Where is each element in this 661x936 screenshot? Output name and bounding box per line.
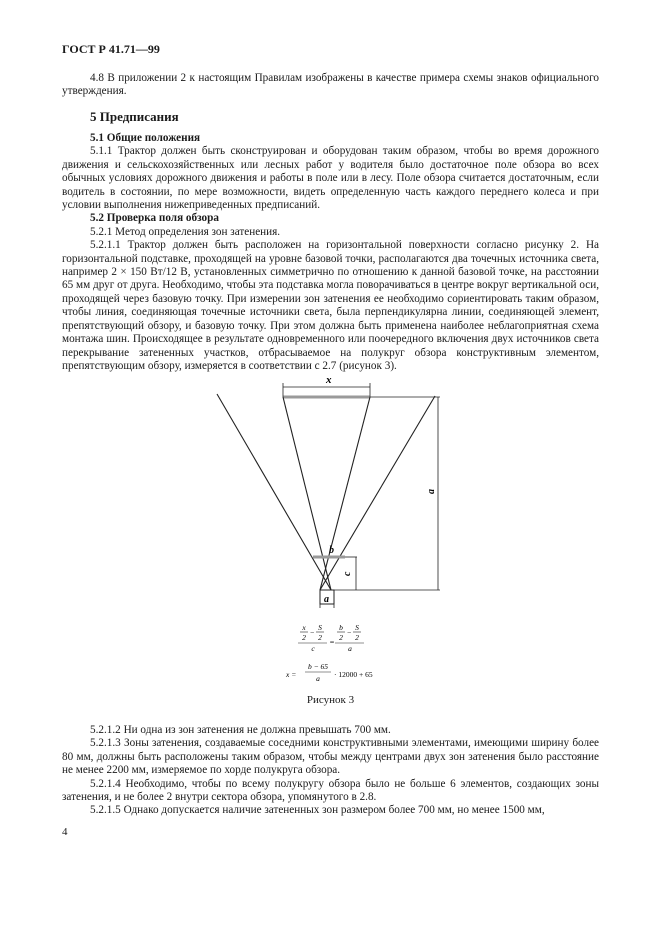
ray-inner-right: [320, 397, 370, 590]
paragraph-5-2-1: 5.2.1 Метод определения зон затенения.: [90, 225, 281, 238]
figure-caption: Рисунок 3: [306, 694, 355, 706]
ray-outer-left: [217, 394, 331, 590]
label-b: b: [329, 545, 334, 556]
paragraph-5-2-1-3: 5.2.1.3 Зоны затенения, создаваемые соседними конструктивными элементами, имеющими ширину более 80 мм, должны быть расположены таким образом, чтобы между центрами двух зон затенения было расстояние не менее 2200 мм, измеряемое по хорде полукруга обзора.: [62, 737, 599, 777]
svg-text:x =: x =: [286, 670, 297, 679]
svg-text:=: =: [329, 638, 335, 647]
formula-x: [285, 662, 373, 683]
svg-text:2: 2: [339, 633, 343, 642]
paragraph-4-8: 4.8 В приложении 2 к настоящим Правилам изображены в качестве примера схемы знаков официального утверждения.: [62, 72, 599, 98]
page-number: 4: [62, 826, 68, 838]
svg-text:2: 2: [318, 633, 322, 642]
svg-text:a: a: [316, 674, 320, 683]
subsection-5-1-title: 5.1 Общие положения: [90, 132, 201, 144]
svg-text:S: S: [318, 623, 322, 632]
svg-text:a: a: [348, 644, 352, 653]
subsection-5-2-title: 5.2 Проверка поля обзора: [90, 212, 219, 225]
paragraph-5-2-1-2: 5.2.1.2 Ни одна из зон затенения не должна превышать 700 мм.: [90, 724, 391, 736]
ray-outer-right: [320, 396, 435, 590]
paragraph-5-1-1: 5.1.1 Трактор должен быть сконструирован и оборудован таким образом, чтобы во время дорожного движения и сельскохозяйственных или лесных работ у водителя было достаточное поле обзора во всех обычных условиях дорожного движения и работы в поле или в лесу. Поле обзора считается достаточным, если водитель в состоянии, по мере возможности, видеть определенную часть каждого переднего колеса и при условии выполнения нижеприведенных предписаний.: [62, 145, 599, 212]
svg-text:b: b: [339, 623, 343, 632]
label-a-bottom: a: [324, 594, 329, 605]
svg-text:x: x: [302, 623, 306, 632]
ray-inner-left: [283, 397, 331, 590]
label-a-side: a: [426, 489, 437, 494]
svg-text:2: 2: [355, 633, 359, 642]
svg-text:· 12000 + 65: · 12000 + 65: [334, 670, 373, 679]
svg-text:−: −: [346, 628, 352, 637]
label-x: x: [326, 374, 332, 386]
svg-text:b − 65: b − 65: [307, 662, 329, 671]
document-header: ГОСТ Р 41.71—99: [62, 42, 160, 56]
section-title: 5 Предписания: [90, 109, 179, 124]
svg-text:−: −: [309, 628, 315, 637]
svg-text:2: 2: [302, 633, 306, 642]
paragraph-5-2-1-4: 5.2.1.4 Необходимо, чтобы по всему полукругу обзора было не больше 6 элементов, создающих зоны затенения, и не более 2 внутри сектора обзора, упомянутого в 2.8.: [62, 777, 599, 804]
svg-text:S: S: [355, 623, 359, 632]
section-body-bottom: [62, 724, 599, 818]
svg-text:c: c: [311, 644, 315, 653]
paragraph-5-2-1-5: 5.2.1.5 Однако допускается наличие затененных зон размером более 700 мм, но менее 1500 мм,: [90, 804, 545, 817]
formula-ratio: [298, 623, 364, 653]
label-c: c: [342, 571, 353, 576]
paragraph-5-2-1-1: 5.2.1.1 Трактор должен быть расположен на горизонтальной поверхности согласно рисунку 2. На горизонтальной подставке, проходящей на уровне базовой точки, располагаются два точечных источника света, например 2 × 150 Вт/12 В, установленных симметрично по отношению к данной базовой точке, на расстоянии 65 мм друг от друга. Необходимо, чтобы эта подставка могла поворачиваться в центре вокруг вертикальной оси, проходящей через базовую точку. При измерении зон затенения ее необходимо сориентировать таким образом, чтобы линия, соединяющая точечные источники света, была перпендикулярна линии, соединяющей элемент, препятствующий обзору, и базовую точку. При этом должна быть применена наиболее неблагоприятная схема монтажа шин. Происходящее в результате одновременного или поочередного включения двух источников света перекрывание затененных участков, отбрасываемое на полукруг обзора конструктивным элементом, препятствующим обзору, измеряется в соответствии с 2.7 (рисунок 3).: [62, 239, 599, 372]
